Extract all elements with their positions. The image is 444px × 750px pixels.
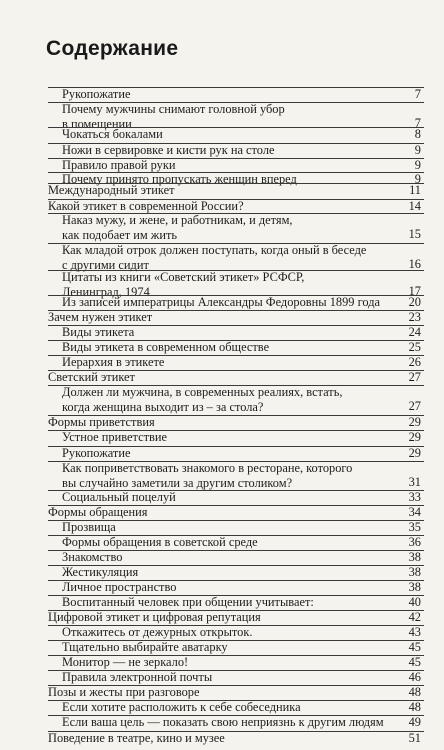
entry-title-line: Международный этикет [48, 183, 175, 197]
toc-entry[interactable] [0, 325, 444, 341]
toc-entry[interactable] [0, 595, 444, 611]
entry-title-line: Тщательно выбирайте аватарку [62, 640, 228, 654]
entry-title-line: Социальный поцелуй [62, 490, 176, 504]
toc-entry[interactable] [0, 700, 444, 716]
entry-page-number: 38 [408, 565, 421, 579]
entry-page-number: 45 [408, 655, 421, 669]
entry-title-line: Зачем нужен этикет [48, 310, 153, 324]
entry-title-line: Как младой отрок должен поступать, когда оный в беседе [62, 243, 367, 257]
toc-entry[interactable] [0, 143, 444, 159]
toc-entry[interactable] [0, 446, 444, 462]
toc-entry[interactable] [0, 731, 444, 747]
entry-page-number: 48 [408, 700, 421, 714]
toc-entry[interactable] [0, 355, 444, 371]
entry-page-number: 42 [408, 610, 421, 624]
toc-entry[interactable] [0, 213, 444, 243]
entry-title-line: Знакомство [62, 550, 123, 564]
entry-title-line: Формы приветствия [48, 415, 155, 429]
entry-page-number: 34 [408, 505, 421, 519]
toc-entry[interactable] [0, 535, 444, 551]
entry-page-number: 48 [408, 685, 421, 699]
entry-title-line: Иерархия в этикете [62, 355, 165, 369]
entry-title-line: Личное пространство [62, 580, 177, 594]
entry-page-number: 23 [408, 310, 421, 324]
page-title: Содержание [46, 37, 179, 60]
toc-entry[interactable] [0, 580, 444, 596]
entry-title-line: Откажитесь от дежурных открыток. [62, 625, 253, 639]
entry-title-line: Рукопожатие [62, 446, 131, 460]
entry-page-number: 29 [408, 415, 421, 429]
entry-title-line: Монитор — не зеркало! [62, 655, 189, 669]
entry-title-line: как подобает им жить [62, 227, 178, 242]
toc-entry[interactable] [0, 505, 444, 521]
entry-title-line: с другими сидит [62, 257, 149, 272]
entry-page-number: 29 [408, 430, 421, 444]
entry-title-line: Позы и жесты при разговоре [48, 685, 200, 699]
entry-page-number: 45 [408, 640, 421, 654]
entry-title-line: Почему принято пропускать женщин вперед [62, 172, 297, 186]
entry-title-line: Цифровой этикет и цифровая репутация [48, 610, 261, 624]
entry-title-line: Светский этикет [48, 370, 135, 384]
entry-title-line: Формы обращения [48, 505, 148, 519]
entry-title-line: Из записей императрицы Александры Федоровны 1899 года [62, 295, 380, 309]
toc-entry[interactable] [0, 625, 444, 641]
entry-title-line: Воспитанный человек при общении учитывает: [62, 595, 314, 609]
entry-page-number: 43 [408, 625, 421, 639]
entry-page-number: 51 [408, 731, 421, 745]
toc-entry[interactable] [0, 461, 444, 491]
entry-title-line: Наказ мужу, и жене, и работникам, и детям, [62, 213, 293, 227]
entry-page-number: 40 [408, 595, 421, 609]
entry-title-line: Формы обращения в советской среде [62, 535, 258, 549]
entry-page-number: 8 [414, 127, 421, 141]
entry-title-line: Чокаться бокалами [62, 127, 163, 141]
entry-title-line: Если ваша цель — показать свою неприязнь к другим людям [62, 715, 384, 729]
entry-page-number: 38 [408, 580, 421, 594]
entry-title-line: Как поприветствовать знакомого в ресторане, которого [62, 461, 353, 475]
entry-page-number: 27 [408, 370, 421, 384]
entry-page-number: 27 [408, 399, 421, 413]
entry-page-number: 17 [408, 284, 421, 298]
entry-title-line: когда женщина выходит из – за стола? [62, 399, 264, 414]
toc-entry[interactable] [0, 370, 444, 386]
toc-entry[interactable] [0, 490, 444, 506]
entry-page-number: 26 [408, 355, 421, 369]
entry-page-number: 9 [414, 143, 421, 157]
toc-entry[interactable] [0, 550, 444, 566]
entry-page-number: 7 [414, 116, 421, 130]
entry-page-number: 9 [414, 158, 421, 172]
entry-title-line: Почему мужчины снимают головной убор [62, 102, 285, 116]
toc-entry[interactable] [0, 340, 444, 356]
entry-title-line: Цитаты из книги «Советский этикет» РСФСР, [62, 270, 305, 284]
entry-title-line: вы случайно заметили за другим столиком? [62, 475, 293, 490]
entry-title-line: Какой этикет в современной России? [48, 199, 244, 213]
toc-entry[interactable] [0, 715, 444, 731]
entry-page-number: 38 [408, 550, 421, 564]
entry-page-number: 29 [408, 446, 421, 460]
toc-entry[interactable] [0, 430, 444, 446]
entry-page-number: 7 [414, 87, 421, 101]
toc-entry[interactable] [0, 685, 444, 701]
entry-page-number: 16 [408, 257, 421, 271]
entry-page-number: 15 [408, 227, 421, 241]
toc-entry[interactable] [0, 127, 444, 143]
entry-page-number: 14 [408, 199, 421, 213]
entry-title-line: Если хотите расположить к себе собеседника [62, 700, 301, 714]
entry-title-line: Должен ли мужчина, в современных реалиях, встать, [62, 385, 343, 399]
entry-title-line: Правило правой руки [62, 158, 176, 172]
toc-entry[interactable] [0, 87, 444, 103]
entry-page-number: 20 [408, 295, 421, 309]
entry-title-line: Поведение в театре, кино и музее [48, 731, 225, 745]
toc-entry[interactable] [0, 385, 444, 415]
entry-title-line: Виды этикета [62, 325, 135, 339]
toc-entry[interactable] [0, 565, 444, 581]
entry-title-line: Прозвища [62, 520, 116, 534]
entry-title-line: Устное приветствие [62, 430, 167, 444]
entry-title-line: в помещении [62, 116, 132, 131]
entry-title-line: Жестикуляция [62, 565, 139, 579]
toc-entry[interactable] [0, 310, 444, 326]
toc-entry[interactable] [0, 183, 444, 199]
toc-entry[interactable] [0, 295, 444, 311]
toc-entry[interactable] [0, 670, 444, 686]
entry-title-line: Ножи в сервировке и кисти рук на столе [62, 143, 275, 157]
toc-entry[interactable] [0, 520, 444, 536]
entry-title-line: Рукопожатие [62, 87, 131, 101]
entry-title-line: Виды этикета в современном обществе [62, 340, 270, 354]
toc-entry[interactable] [0, 415, 444, 431]
entry-page-number: 46 [408, 670, 421, 684]
entry-page-number: 33 [408, 490, 421, 504]
entry-page-number: 49 [408, 715, 421, 729]
toc-entry[interactable] [0, 610, 444, 626]
entry-page-number: 36 [408, 535, 421, 549]
toc-entry[interactable] [0, 655, 444, 671]
entry-page-number: 35 [408, 520, 421, 534]
entry-title-line: Ленинград, 1974 [62, 284, 150, 299]
toc-entry[interactable] [0, 243, 444, 273]
entry-page-number: 31 [408, 475, 421, 489]
entry-page-number: 9 [414, 172, 421, 186]
toc-entry[interactable] [0, 640, 444, 656]
entry-page-number: 25 [408, 340, 421, 354]
entry-page-number: 11 [409, 183, 421, 197]
entry-page-number: 24 [408, 325, 421, 339]
entry-title-line: Правила электронной почты [62, 670, 213, 684]
